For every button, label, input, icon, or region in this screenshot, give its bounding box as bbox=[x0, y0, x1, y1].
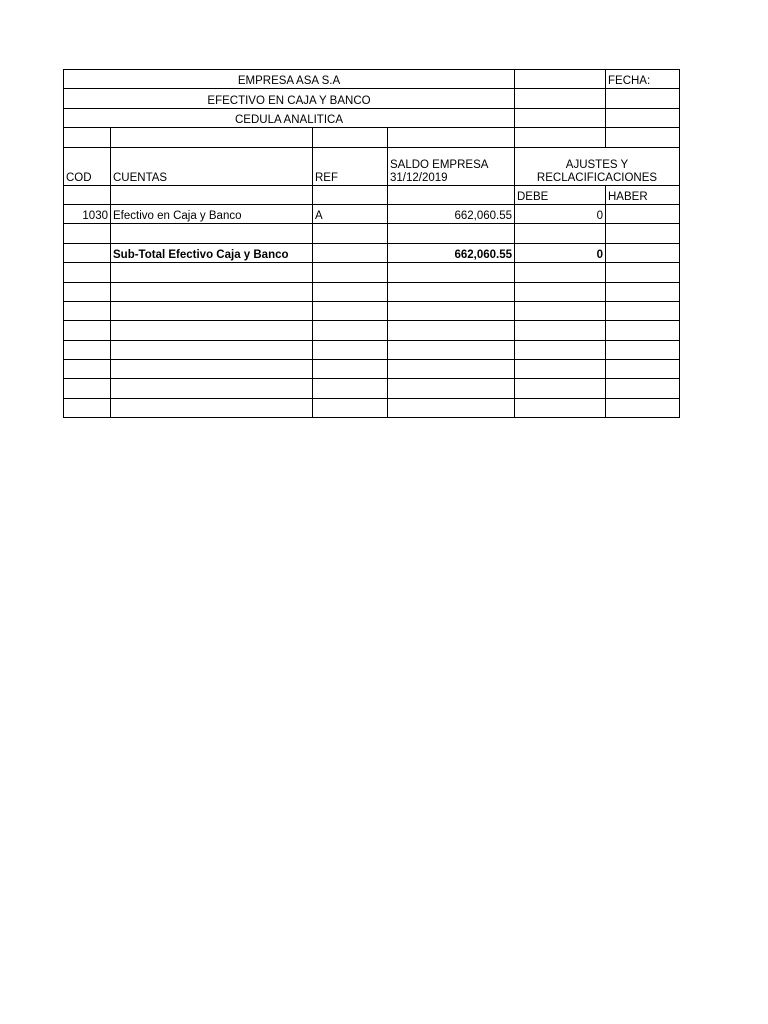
blank-cell[interactable] bbox=[111, 224, 313, 243]
empty-row bbox=[64, 263, 680, 282]
blank-cell[interactable] bbox=[388, 224, 515, 243]
blank-cell[interactable] bbox=[606, 128, 680, 147]
account-debe[interactable]: 0 bbox=[515, 204, 606, 223]
blank-cell[interactable] bbox=[313, 360, 388, 379]
blank-cell[interactable] bbox=[515, 70, 606, 89]
header-ref[interactable]: REF bbox=[313, 147, 388, 185]
blank-cell[interactable] bbox=[388, 379, 515, 398]
blank-cell[interactable] bbox=[515, 282, 606, 301]
header-ajustes[interactable] bbox=[515, 147, 680, 185]
subtotal-haber[interactable] bbox=[606, 243, 680, 262]
column-header-row bbox=[64, 147, 680, 185]
empty-row bbox=[64, 321, 680, 340]
blank-cell[interactable] bbox=[313, 379, 388, 398]
blank-cell[interactable] bbox=[64, 224, 111, 243]
blank-cell[interactable] bbox=[606, 301, 680, 320]
header-saldo-line1: SALDO EMPRESA bbox=[390, 158, 489, 171]
schedule-subtitle[interactable]: EFECTIVO EN CAJA Y BANCO bbox=[64, 89, 515, 108]
schedule-type[interactable]: CEDULA ANALITICA bbox=[64, 108, 515, 127]
blank-cell[interactable] bbox=[64, 379, 111, 398]
blank-cell[interactable] bbox=[313, 321, 388, 340]
header-saldo-line2: 31/12/2019 bbox=[390, 171, 448, 184]
blank-cell[interactable] bbox=[515, 340, 606, 359]
spacer-row bbox=[64, 128, 680, 147]
account-ref[interactable]: A bbox=[313, 204, 388, 223]
blank-cell[interactable] bbox=[606, 379, 680, 398]
blank-cell[interactable] bbox=[388, 360, 515, 379]
account-haber[interactable] bbox=[606, 204, 680, 223]
title-row-company bbox=[64, 70, 680, 89]
blank-cell[interactable] bbox=[515, 89, 606, 108]
blank-cell[interactable] bbox=[64, 301, 111, 320]
date-label[interactable]: FECHA: bbox=[606, 70, 680, 89]
blank-cell[interactable] bbox=[313, 340, 388, 359]
header-saldo-empresa[interactable] bbox=[388, 147, 515, 185]
blank-cell[interactable] bbox=[64, 243, 111, 262]
blank-cell[interactable] bbox=[606, 282, 680, 301]
blank-cell[interactable] bbox=[515, 360, 606, 379]
header-cuentas[interactable]: CUENTAS bbox=[111, 147, 313, 185]
blank-cell[interactable] bbox=[515, 301, 606, 320]
blank-cell[interactable] bbox=[388, 398, 515, 417]
blank-cell[interactable] bbox=[515, 108, 606, 127]
title-row-subtitle bbox=[64, 89, 680, 108]
blank-cell[interactable] bbox=[313, 398, 388, 417]
blank-cell[interactable] bbox=[388, 128, 515, 147]
blank-cell[interactable] bbox=[388, 301, 515, 320]
blank-cell[interactable] bbox=[388, 282, 515, 301]
header-ajustes-line1: AJUSTES Y bbox=[565, 158, 629, 171]
blank-cell[interactable] bbox=[64, 360, 111, 379]
table-row bbox=[64, 224, 680, 243]
blank-cell[interactable] bbox=[606, 360, 680, 379]
blank-cell[interactable] bbox=[313, 263, 388, 282]
blank-cell[interactable] bbox=[111, 185, 313, 204]
blank-cell[interactable] bbox=[515, 398, 606, 417]
blank-cell[interactable] bbox=[388, 185, 515, 204]
blank-cell[interactable] bbox=[313, 243, 388, 262]
subtotal-row bbox=[64, 243, 680, 262]
empty-row bbox=[64, 301, 680, 320]
subtotal-debe[interactable]: 0 bbox=[515, 243, 606, 262]
blank-cell[interactable] bbox=[606, 224, 680, 243]
blank-cell[interactable] bbox=[606, 321, 680, 340]
blank-cell[interactable] bbox=[313, 185, 388, 204]
blank-cell[interactable] bbox=[111, 360, 313, 379]
empty-row bbox=[64, 398, 680, 417]
empty-row bbox=[64, 379, 680, 398]
blank-cell[interactable] bbox=[388, 321, 515, 340]
empty-row bbox=[64, 282, 680, 301]
account-saldo[interactable]: 662,060.55 bbox=[388, 204, 515, 223]
blank-cell[interactable] bbox=[111, 321, 313, 340]
account-name[interactable]: Efectivo en Caja y Banco bbox=[111, 204, 313, 223]
analytic-schedule-table bbox=[63, 69, 680, 418]
header-ajustes-line2: RECLACIFICACIONES bbox=[536, 171, 658, 184]
blank-cell[interactable] bbox=[64, 263, 111, 282]
blank-cell[interactable] bbox=[111, 340, 313, 359]
header-cod[interactable]: COD bbox=[64, 147, 111, 185]
blank-cell[interactable] bbox=[313, 224, 388, 243]
blank-cell[interactable] bbox=[64, 185, 111, 204]
blank-cell[interactable] bbox=[606, 340, 680, 359]
blank-cell[interactable] bbox=[606, 398, 680, 417]
blank-cell[interactable] bbox=[64, 128, 111, 147]
blank-cell[interactable] bbox=[515, 263, 606, 282]
company-name[interactable]: EMPRESA ASA S.A bbox=[64, 70, 515, 89]
title-row-type bbox=[64, 108, 680, 127]
blank-cell[interactable] bbox=[388, 340, 515, 359]
blank-cell[interactable] bbox=[64, 340, 111, 359]
blank-cell[interactable] bbox=[515, 128, 606, 147]
blank-cell[interactable] bbox=[313, 282, 388, 301]
blank-cell[interactable] bbox=[388, 263, 515, 282]
header-haber[interactable]: HABER bbox=[606, 185, 680, 204]
blank-cell[interactable] bbox=[313, 128, 388, 147]
blank-cell[interactable] bbox=[111, 301, 313, 320]
blank-cell[interactable] bbox=[64, 282, 111, 301]
blank-cell[interactable] bbox=[64, 321, 111, 340]
subtotal-label[interactable]: Sub-Total Efectivo Caja y Banco bbox=[111, 243, 313, 262]
account-code[interactable]: 1030 bbox=[64, 204, 111, 223]
subheader-row bbox=[64, 185, 680, 204]
blank-cell[interactable] bbox=[515, 321, 606, 340]
blank-cell[interactable] bbox=[313, 301, 388, 320]
empty-row bbox=[64, 340, 680, 359]
blank-cell[interactable] bbox=[111, 379, 313, 398]
header-debe[interactable]: DEBE bbox=[515, 185, 606, 204]
blank-cell[interactable] bbox=[606, 263, 680, 282]
date-value[interactable] bbox=[606, 89, 680, 108]
blank-cell[interactable] bbox=[515, 224, 606, 243]
empty-row bbox=[64, 360, 680, 379]
blank-cell[interactable] bbox=[111, 282, 313, 301]
blank-cell[interactable] bbox=[111, 398, 313, 417]
blank-cell[interactable] bbox=[606, 108, 680, 127]
blank-cell[interactable] bbox=[64, 398, 111, 417]
blank-cell[interactable] bbox=[111, 263, 313, 282]
table-row bbox=[64, 204, 680, 223]
blank-cell[interactable] bbox=[111, 128, 313, 147]
blank-cell[interactable] bbox=[515, 379, 606, 398]
subtotal-saldo[interactable]: 662,060.55 bbox=[388, 243, 515, 262]
